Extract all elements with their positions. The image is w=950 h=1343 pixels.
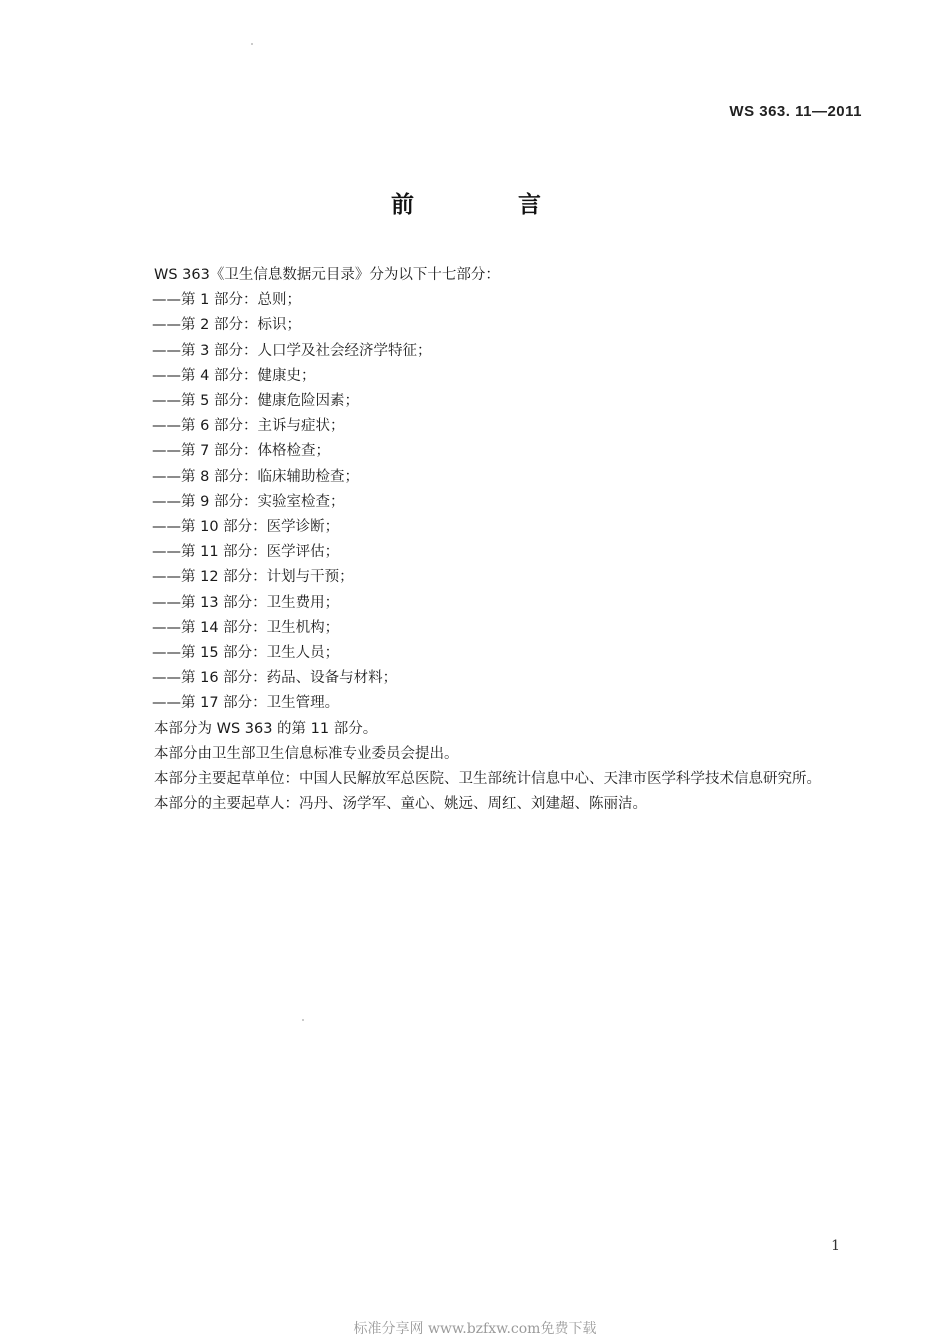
list-item: ——第 16 部分：药品、设备与材料； — [152, 670, 398, 687]
list-item: ——第 7 部分：体格检查； — [152, 443, 330, 460]
list-item: ——第 5 部分：健康危险因素； — [152, 393, 359, 410]
list-item: ——第 4 部分：健康史； — [152, 367, 316, 384]
document-code: WS 363. 11—2011 — [729, 103, 862, 120]
drafting-units: 本部分主要起草单位：中国人民解放军总医院、卫生部统计信息中心、天津市医学科学技术信息研究所。 — [154, 771, 821, 788]
proposer-statement: 本部分由卫生部卫生信息标准专业委员会提出。 — [154, 745, 459, 762]
list-item: ——第 12 部分：计划与干预； — [152, 569, 354, 586]
list-item: ——第 11 部分：医学评估； — [152, 544, 340, 561]
drafting-persons: 本部分的主要起草人：冯丹、汤学军、童心、姚远、周红、刘建超、陈丽洁。 — [154, 796, 647, 813]
page-number: 1 — [831, 1238, 840, 1254]
footer-watermark: 标准分享网 www.bzfxw.com免费下载 — [353, 1321, 597, 1337]
list-item: ——第 17 部分：卫生管理。 — [152, 695, 340, 712]
list-item: ——第 13 部分：卫生费用； — [152, 594, 340, 611]
scan-speck — [251, 43, 253, 45]
list-item: ——第 14 部分：卫生机构； — [152, 619, 340, 636]
list-item: ——第 8 部分：临床辅助检查； — [152, 468, 359, 485]
foreword-body — [117, 263, 865, 817]
page-title: 前 言 — [390, 192, 589, 218]
part-statement: 本部分为 WS 363 的第 11 部分。 — [154, 720, 378, 737]
scan-speck — [302, 1019, 304, 1021]
intro-paragraph: WS 363《卫生信息数据元目录》分为以下十七部分： — [154, 267, 500, 283]
list-item: ——第 6 部分：主诉与症状； — [152, 418, 345, 435]
list-item: ——第 2 部分：标识； — [152, 317, 301, 334]
list-item: ——第 3 部分：人口学及社会经济学特征； — [152, 342, 432, 359]
parts-list — [117, 288, 865, 716]
list-item: ——第 15 部分：卫生人员； — [152, 645, 340, 662]
list-item: ——第 9 部分：实验室检查； — [152, 493, 345, 510]
list-item: ——第 1 部分：总则； — [152, 292, 301, 309]
list-item: ——第 10 部分：医学诊断； — [152, 519, 340, 536]
